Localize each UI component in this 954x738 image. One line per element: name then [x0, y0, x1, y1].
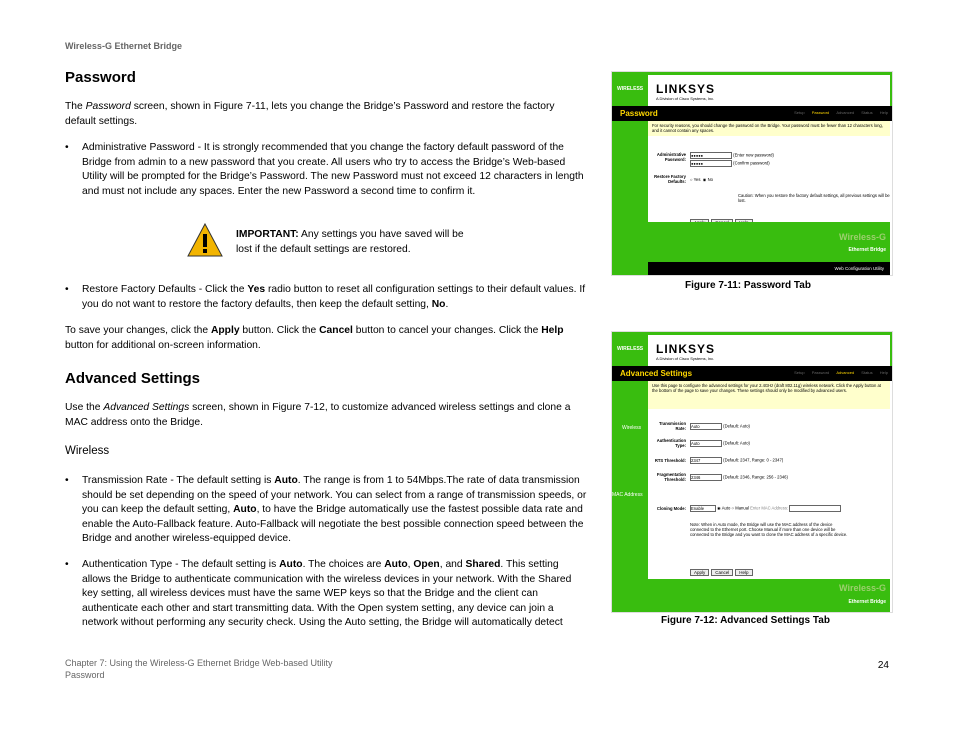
- bullet-authentication-type: • Authentication Type - The default setting is Auto. The choices are Auto, Open, and Shared. This setting allows the Bridge to authenticate communication with the wireless devices in your network. With the Shared key setting, all wireless devices must have the same WEP keys so that the Bridge and the client can authenticate each other and start transmitting data. With the Open system setting, any device can join a network without performing any security check. Using the Auto setting, the Bridge will automatically detect: [65, 559, 572, 628]
- logo-subtitle: A Division of Cisco Systems, Inc.: [656, 356, 715, 361]
- frag-hint: (Default: 2346, Range: 256 - 2346): [723, 474, 788, 480]
- password-input[interactable]: ●●●●●: [690, 152, 732, 159]
- tab-help[interactable]: Help: [879, 110, 888, 115]
- wireless-side-label: WIRELESS: [617, 86, 644, 92]
- screen-title: Advanced Settings: [620, 369, 693, 378]
- cloning-note: Note: When in Auto mode, the Bridge will use the MAC address of the device connected to the Ethernet port. Choose Manual if more than one device will be connected to the Bridge and you want to clone the MAC address of a specific device.: [690, 522, 848, 537]
- mac-section-label: MAC Address: [612, 492, 643, 498]
- tx-rate-select[interactable]: Auto: [690, 423, 722, 430]
- bullet-restore-defaults: • Restore Factory Defaults - Click the Yes radio button to reset all configuration settings to their default values. If you do not want to restore the factory defaults, then keep the default setting, No.: [65, 284, 586, 310]
- ethernet-bridge-label: Ethernet Bridge: [848, 247, 886, 253]
- rts-input[interactable]: 2347: [690, 457, 722, 464]
- admin-password-label: Administrative Password:: [656, 152, 686, 162]
- password-intro: The Password screen, shown in Figure 7-11, lets you change the Bridge’s Password and restore the factory default settings.: [65, 101, 555, 127]
- bullet-transmission-rate: • Transmission Rate - The default setting is Auto. The range is from 1 to 54Mbps.The rate of data transmission should be set depending on the speed of your network. You can select from a range of transmission speeds, or you can keep the default setting, Auto, to have the Bridge automatically use the fastest possible data rate and enable the Auto-Fallback feature. Auto-Fallback will negotiate the best possible connection speed between the Bridge and another wireless-equipped device.: [65, 475, 587, 544]
- linksys-logo: LINKSYS: [656, 342, 716, 356]
- advanced-intro: Use the Advanced Settings screen, shown in Figure 7-12, to customize advanced wireless settings and clone a MAC address onto the Bridge.: [65, 402, 571, 428]
- wireless-g-logo: Wireless-G: [839, 583, 886, 593]
- radio-yes[interactable]: Yes: [693, 177, 701, 182]
- help-button[interactable]: Help: [735, 569, 752, 576]
- rts-hint: (Default: 2347, Range: 0 - 2347): [723, 457, 784, 463]
- auth-type-select[interactable]: Auto: [690, 440, 722, 447]
- frag-input[interactable]: 2346: [690, 474, 722, 481]
- confirm-password-input[interactable]: ●●●●●: [690, 160, 732, 167]
- tab-status[interactable]: Status: [861, 370, 873, 375]
- linksys-logo: LINKSYS: [656, 82, 716, 96]
- mac-address-label: Enter MAC Address:: [750, 505, 789, 511]
- running-header: Wireless-G Ethernet Bridge: [65, 41, 182, 51]
- ethernet-bridge-label: Ethernet Bridge: [848, 599, 886, 605]
- wireless-side-label: WIRELESS: [617, 346, 644, 352]
- wireless-section-label: Wireless: [622, 425, 642, 431]
- tab-advanced[interactable]: Advanced: [836, 110, 855, 115]
- tab-password[interactable]: Password: [811, 110, 830, 115]
- page-footer: [65, 657, 332, 681]
- tab-bar: [788, 370, 888, 375]
- warning-icon: [186, 222, 224, 263]
- page-number: 24: [877, 660, 889, 671]
- tx-rate-label: Transmission Rate:: [659, 421, 686, 431]
- utility-footer: Web Configuration Utility: [648, 262, 890, 275]
- save-instructions: To save your changes, click the Apply button. Click the Cancel button to cancel your changes. Click the Help button for additional on-screen information.: [65, 325, 564, 351]
- password-heading: Password: [65, 69, 136, 86]
- rts-label: RTS Threshold:: [654, 458, 686, 463]
- footer-section: Password: [65, 670, 105, 680]
- tab-advanced[interactable]: Advanced: [836, 370, 855, 375]
- figure2-caption: Figure 7-12: Advanced Settings Tab: [661, 615, 830, 626]
- cloning-mode-label: Cloning Mode:: [656, 506, 686, 511]
- tx-hint: (Default: Auto): [723, 423, 750, 429]
- bullet-admin-password: • Administrative Password - It is strongly recommended that you change the factory default password of the Bridge from admin to a new password that you create. All users who try to access the Bridge’s Web-based Utility will be prompted for the Bridge’s Password. The new Password must not exceed 12 characters in length and must not include any spaces. Enter the new Password a second time to confirm it.: [65, 142, 584, 197]
- radio-auto[interactable]: Auto: [721, 505, 731, 511]
- radio-no[interactable]: No: [707, 177, 713, 182]
- radio-manual[interactable]: Manual: [735, 505, 749, 511]
- advanced-heading: Advanced Settings: [65, 370, 201, 387]
- cloning-mode-select[interactable]: Enable: [690, 505, 716, 512]
- auth-type-label: Authentication Type:: [656, 438, 686, 448]
- tab-setup[interactable]: Setup: [794, 110, 805, 115]
- logo-subtitle: A Division of Cisco Systems, Inc.: [656, 96, 715, 101]
- auth-hint: (Default: Auto): [723, 440, 750, 446]
- restore-defaults-label: Restore Factory Defaults:: [654, 174, 686, 184]
- wireless-subheading: Wireless: [65, 445, 110, 457]
- apply-button[interactable]: Apply: [690, 569, 709, 576]
- figure-password-screenshot: WIRELESS LINKSYS A Division of Cisco Systems, Inc. Password Setup Password Advanced Status Help For security reasons, you should change the password on the Bridge. Your password must be fewer than 12 characters long, and it cannot contain any spaces. Administrative Password: ●●●●● (Enter new password) ●●●●● (Confirm password) Restore Factory Defaults: ○ Yes ◉ No Caution: When you restore the factory default settings, all previous settings will be lost. Wireless-G Ethernet Bridge Web Configuration Utility: [611, 71, 893, 276]
- figure-advanced-screenshot: WIRELESS LINKSYS A Division of Cisco Systems, Inc. Advanced Settings Setup Password Advanced Status Help Use this page to configure the advanced settings for your 2.4GHz (draft 802.11g) wireless network. Click the Apply button at the bottom of the page to save your changes. These settings should only be modified by advanced users. Wireless MAC Address Transmission Rate: Auto (Default: Auto) Authentication Type: Auto (Default: Auto) RTS Threshold: 2347 (Default: 2347, Range: 0 - 2347) Fragmentation Threshold: 2346 (Default: 2346, Range: 256 - 2346) Cloning Mode: Enable ◉ Auto ○ Manual Enter MAC Address: Note: When in Auto mode, the Bridge will use the MAC address of the device connected to the Ethernet port. Choose Manual if more than one device will be connected to the Bridge and you want to clone the MAC address of a specific device. Apply Cancel Help Wireless-G Ethernet Bridge: [611, 331, 893, 613]
- tab-bar: [788, 110, 888, 115]
- caution-text: Caution: When you restore the factory default settings, all previous settings will be lost.: [738, 193, 890, 203]
- figure1-caption: Figure 7-11: Password Tab: [685, 280, 811, 291]
- frag-label: Fragmentation Threshold:: [656, 472, 686, 482]
- pw1-hint: (Enter new password): [733, 152, 774, 158]
- security-notice: For security reasons, you should change the password on the Bridge. Your password must be fewer than 12 characters long, and it cannot contain any spaces.: [648, 121, 890, 136]
- advanced-notice: Use this page to configure the advanced settings for your 2.4GHz (draft 802.11g) wireless network. Click the Apply button at the bottom of the page to save your changes. These settings should only be modified by advanced users.: [648, 381, 890, 409]
- tab-setup[interactable]: Setup: [794, 370, 805, 375]
- mac-address-input[interactable]: [789, 505, 841, 512]
- tab-status[interactable]: Status: [861, 110, 873, 115]
- tab-help[interactable]: Help: [879, 370, 888, 375]
- tab-password[interactable]: Password: [811, 370, 830, 375]
- important-note: IMPORTANT: Any settings you have saved will be lost if the default settings are restored.: [236, 229, 464, 255]
- footer-chapter: Chapter 7: Using the Wireless-G Ethernet Bridge Web-based Utility: [65, 658, 333, 668]
- pw2-hint: (Confirm password): [733, 160, 770, 166]
- wireless-g-logo: Wireless-G: [839, 232, 886, 242]
- screen-title: Password: [620, 109, 658, 118]
- cancel-button[interactable]: Cancel: [711, 569, 733, 576]
